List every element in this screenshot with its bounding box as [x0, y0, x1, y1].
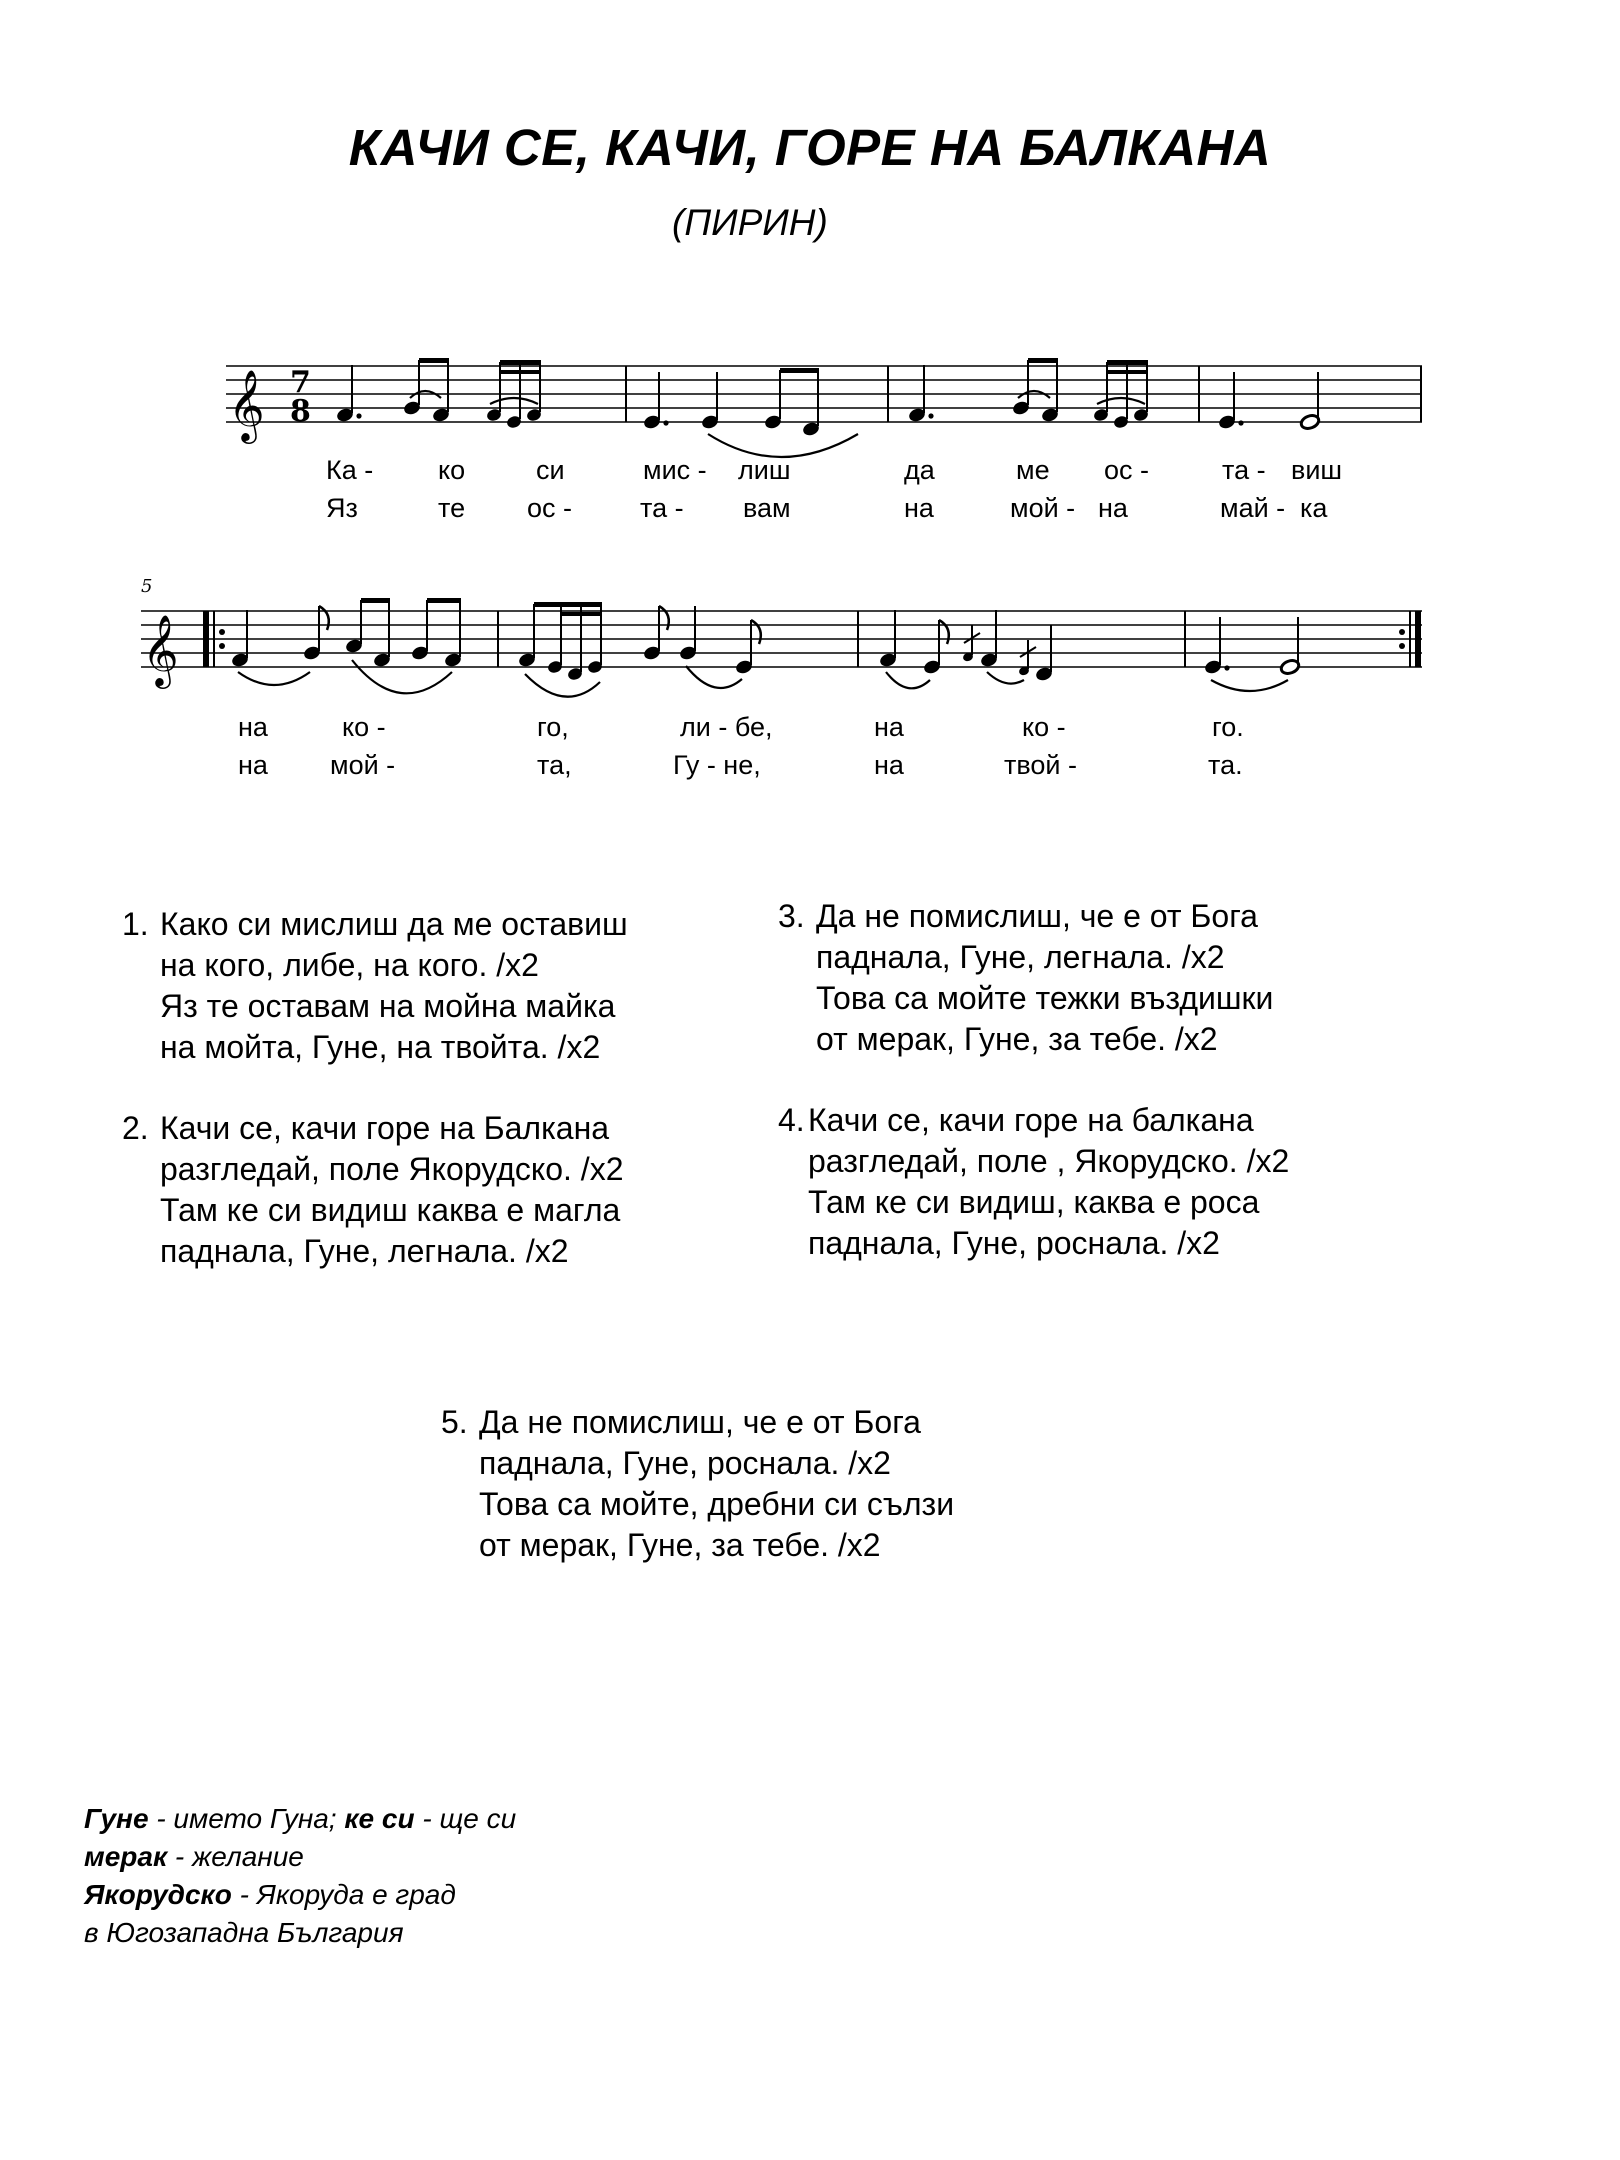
lyric-syllable: виш [1291, 455, 1343, 485]
notes-measure-2 [642, 368, 858, 457]
lyric-syllable: мис - [643, 455, 707, 485]
verse-line: Качи се, качи горе на Балкана [160, 1110, 610, 1146]
lyric-syllable: Яз [326, 493, 358, 523]
verse-3 [778, 896, 1273, 1060]
treble-clef-icon: 𝄞 [142, 613, 179, 686]
glossary-definition: - желание [167, 1841, 304, 1872]
notes-measure-6 [517, 602, 760, 697]
lyric-syllable: вам [743, 493, 791, 523]
glossary-term: Гуне [84, 1803, 149, 1834]
lyric-syllable: го, [537, 712, 569, 742]
page-title: КАЧИ СЕ, КАЧИ, ГОРЕ НА БАЛКАНА [348, 119, 1272, 176]
glossary-definition: - ще си [414, 1803, 517, 1834]
notes-measure-8 [1203, 617, 1300, 691]
verse-line: Това са мойте тежки въздишки [816, 980, 1274, 1016]
lyric-syllable: май - [1220, 493, 1286, 523]
lyrics-system-1-line-2 [326, 493, 1328, 523]
lyric-syllable: ка [1300, 493, 1328, 523]
lyric-syllable: на [874, 712, 904, 742]
lyric-syllable: ко - [1022, 712, 1066, 742]
verse-2 [122, 1108, 623, 1272]
lyric-syllable: на [904, 493, 934, 523]
glossary-line [84, 1914, 516, 1952]
lyric-syllable: на [238, 750, 268, 780]
lyrics-system-2-line-2 [238, 750, 1243, 780]
verse-number: 2. [122, 1110, 149, 1146]
verse-line: Да не помислиш, че е от Бога [816, 898, 1258, 934]
lyric-syllable: на [874, 750, 904, 780]
glossary-line [84, 1838, 516, 1876]
staff-lines [141, 611, 1422, 667]
staff-lines [226, 366, 1422, 422]
glossary-definition: в Югозападна България [84, 1917, 404, 1948]
measure-number: 5 [141, 576, 153, 597]
staff-system-1 [0, 340, 1620, 540]
glossary-term: Якорудско [84, 1879, 232, 1910]
verse-line: Качи се, качи горе на балкана [808, 1102, 1254, 1138]
verse-line: Да не помислиш, че е от Бога [479, 1404, 921, 1440]
time-signature-numerator: 7 [290, 365, 311, 400]
verse-line: Това са мойте, дребни си сълзи [479, 1486, 955, 1522]
treble-clef-icon: 𝄞 [228, 368, 265, 441]
lyric-syllable: та - [1222, 455, 1266, 485]
glossary [84, 1800, 516, 1952]
verse-number: 1. [122, 906, 149, 942]
verse-line: Там ке си видиш каква е магла [160, 1192, 621, 1228]
verse-1 [122, 904, 628, 1068]
lyric-syllable: ко - [342, 712, 386, 742]
verse-4 [778, 1100, 1289, 1264]
verse-line: Там ке си видиш, каква е роса [808, 1184, 1260, 1220]
lyric-syllable: си [536, 455, 565, 485]
lyric-syllable: Ка - [326, 455, 374, 485]
verse-line: паднала, Гуне, роснала. /х2 [808, 1225, 1220, 1261]
page-subtitle: (ПИРИН) [672, 202, 828, 243]
lyric-syllable: ос - [1104, 455, 1150, 485]
verse-number: 5. [441, 1404, 468, 1440]
lyric-syllable: ли - бе, [680, 712, 773, 742]
time-signature-denominator: 8 [290, 394, 311, 429]
lyric-syllable: на [238, 712, 268, 742]
staff-system-2 [0, 570, 1620, 790]
lyric-syllable: Гу - не, [673, 750, 761, 780]
verse-line: Како си мислиш да ме оставиш [160, 906, 628, 942]
lyric-syllable: ос - [527, 493, 573, 523]
lyric-syllable: лиш [738, 455, 791, 485]
glossary-definition: - Якоруда е град [231, 1879, 456, 1910]
notes-measure-5 [230, 598, 462, 693]
glossary-line [84, 1876, 516, 1914]
verse-line: паднала, Гуне, роснала. /х2 [479, 1445, 891, 1481]
notes-measure-7 [878, 610, 1053, 688]
lyric-syllable: мой - [330, 750, 396, 780]
verse-line: Яз те оставам на мойна майка [160, 988, 616, 1024]
lyric-syllable: твой - [1004, 750, 1077, 780]
verse-number: 3. [778, 898, 805, 934]
glossary-term: ке си [344, 1803, 415, 1834]
lyric-syllable: та. [1208, 750, 1243, 780]
lyrics-system-1-line-1 [326, 455, 1342, 485]
lyric-syllable: да [904, 455, 935, 485]
verse-line: от мерак, Гуне, за тебе. /х2 [479, 1527, 881, 1563]
lyric-syllable: мой - [1010, 493, 1076, 523]
lyric-syllable: ко [438, 455, 466, 485]
glossary-line [84, 1800, 516, 1838]
glossary-definition: - името Гуна; [148, 1803, 345, 1834]
lyric-syllable: ме [1016, 455, 1050, 485]
lyric-syllable: те [438, 493, 466, 523]
glossary-term: мерак [84, 1841, 168, 1872]
verse-number: 4. [778, 1102, 805, 1138]
lyric-syllable: та - [640, 493, 684, 523]
verse-5 [441, 1402, 954, 1566]
lyric-syllable: та, [537, 750, 572, 780]
verse-line: разгледай, поле Якорудско. /х2 [160, 1151, 624, 1187]
verse-line: на мойта, Гуне, на твойта. /х2 [160, 1029, 601, 1065]
lyric-syllable: на [1098, 493, 1128, 523]
verse-line: на кого, либе, на кого. /х2 [160, 947, 539, 983]
lyrics-system-2-line-1 [238, 712, 1244, 742]
verse-line: разгледай, поле , Якорудско. /х2 [808, 1143, 1290, 1179]
verse-line: от мерак, Гуне, за тебе. /х2 [816, 1021, 1218, 1057]
verse-line: паднала, Гуне, легнала. /х2 [160, 1233, 569, 1269]
verse-line: паднала, Гуне, легнала. /х2 [816, 939, 1225, 975]
lyric-syllable: го. [1212, 712, 1244, 742]
